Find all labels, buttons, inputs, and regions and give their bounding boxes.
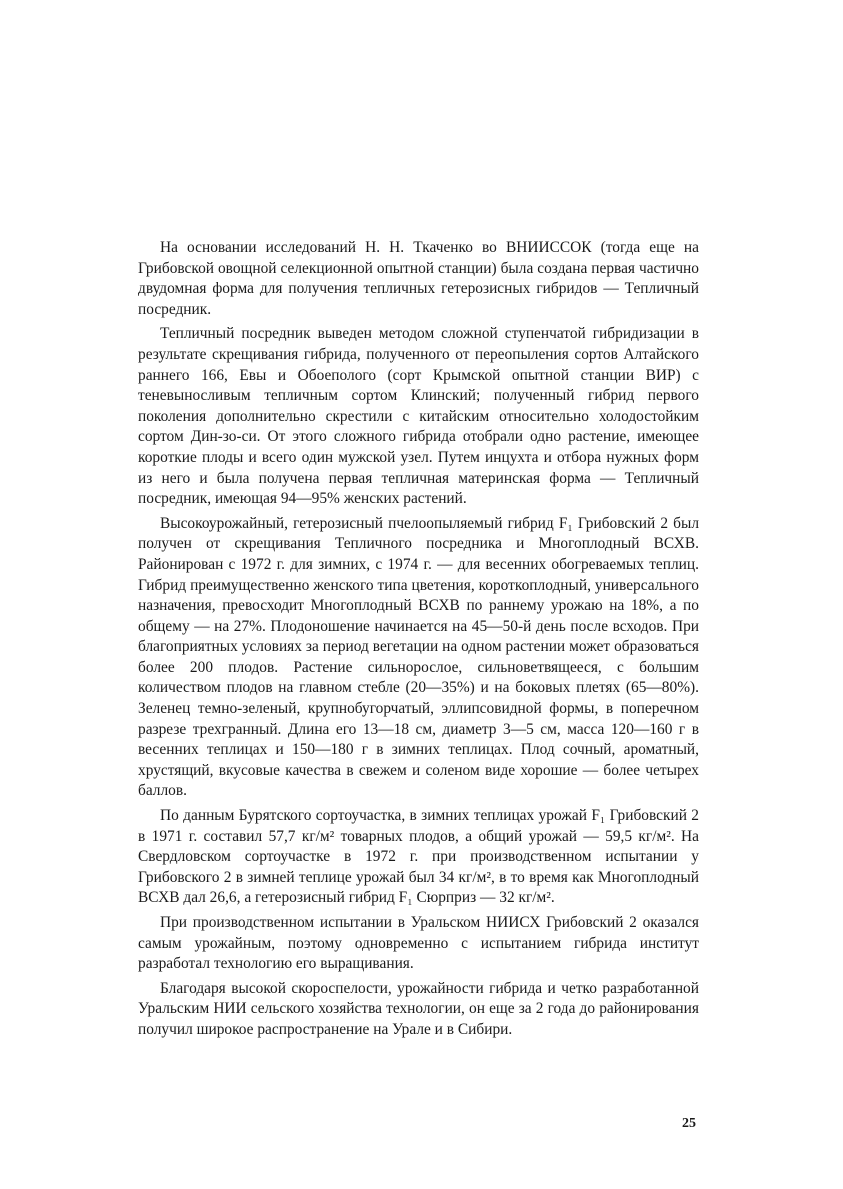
paragraph-1: На основании исследований Н. Н. Ткаченко во ВНИИССОК (тогда еще на Грибовской овощной селекционной опытной станции) была создана первая частично двудомная форма для получения тепличных гетерозисных гибридов — Тепличный посредник.: [138, 239, 699, 318]
paragraph-6: Благодаря высокой скороспелости, урожайности гибрида и четко разработанной Уральским НИИ сельского хозяйства технологии, он еще за 2 года до районирования получил широкое распространение на Урале и в Сибири.: [138, 979, 699, 1038]
paragraph-3: Высокоурожайный, гетерозисный пчелоопыляемый гибрид F₁ Грибовский 2 был получен от скрещивания Тепличного посредника и Многоплодный ВСХВ. Районирован с 1972 г. для зимних, с 1974 г. — для весенних обогреваемых теплиц. Гибрид преимущественно женского типа цветения, короткоплодный, универсального назначения, превосходит Многоплодный ВСХВ по раннему урожаю на 18%, а по общему — на 27%. Плодоношение начинается на 45—50-й день после всходов. При благоприятных условиях за период вегетации на одном растении может образоваться более 200 плодов. Растение сильнорослое, сильноветвящееся, с большим количеством плодов на главном стебле (20—35%) и на боковых плетях (65—80%). Зеленец темно-зеленый, крупнобугорчатый, эллипсовидной формы, в поперечном разрезе трехгранный. Длина его 13—18 см, диаметр 3—5 см, масса 120—160 г в весенних теплицах и 150—180 г в зимних теплицах. Плод сочный, ароматный, хрустящий, вкусовые качества в свежем и соленом виде хорошие — более четырех баллов.: [138, 514, 699, 800]
paragraph-2: Тепличный посредник выведен методом сложной ступенчатой гибридизации в результате скрещивания гибрида, полученного от переопыления сортов Алтайского раннего 166, Евы и Обоеполого (сорт Крымской опытной станции ВИР) с теневыносливым тепличным сортом Клинский; полученный гибрид первого поколения дополнительно скрестили с китайским относительно холодостойким сортом Дин-зо-си. От этого сложного гибрида отобрали одно растение, имеющее короткие плоды и всего один мужской узел. Путем инцухта и отбора нужных форм из него и была получена первая тепличная материнская форма — Тепличный посредник, имеющая 94—95% женских растений.: [138, 325, 699, 508]
body-text: [138, 238, 699, 1045]
paragraph-5: При производственном испытании в Уральском НИИСХ Грибовский 2 оказался самым урожайным, поэтому одновременно с испытанием гибрида институт разработал технологию его выращивания.: [138, 914, 699, 973]
page-number: 25: [682, 1116, 696, 1131]
paragraph-4: По данным Бурятского сортоучастка, в зимних теплицах урожай F₁ Грибовский 2 в 1971 г. составил 57,7 кг/м² товарных плодов, а общий урожай — 59,5 кг/м². На Свердловском сортоучастке в 1972 г. при производственном испытании у Грибовского 2 в зимней теплице урожай был 34 кг/м², в то время как Многоплодный ВСХВ дал 26,6, а гетерозисный гибрид F₁ Сюрприз — 32 кг/м².: [138, 807, 699, 907]
